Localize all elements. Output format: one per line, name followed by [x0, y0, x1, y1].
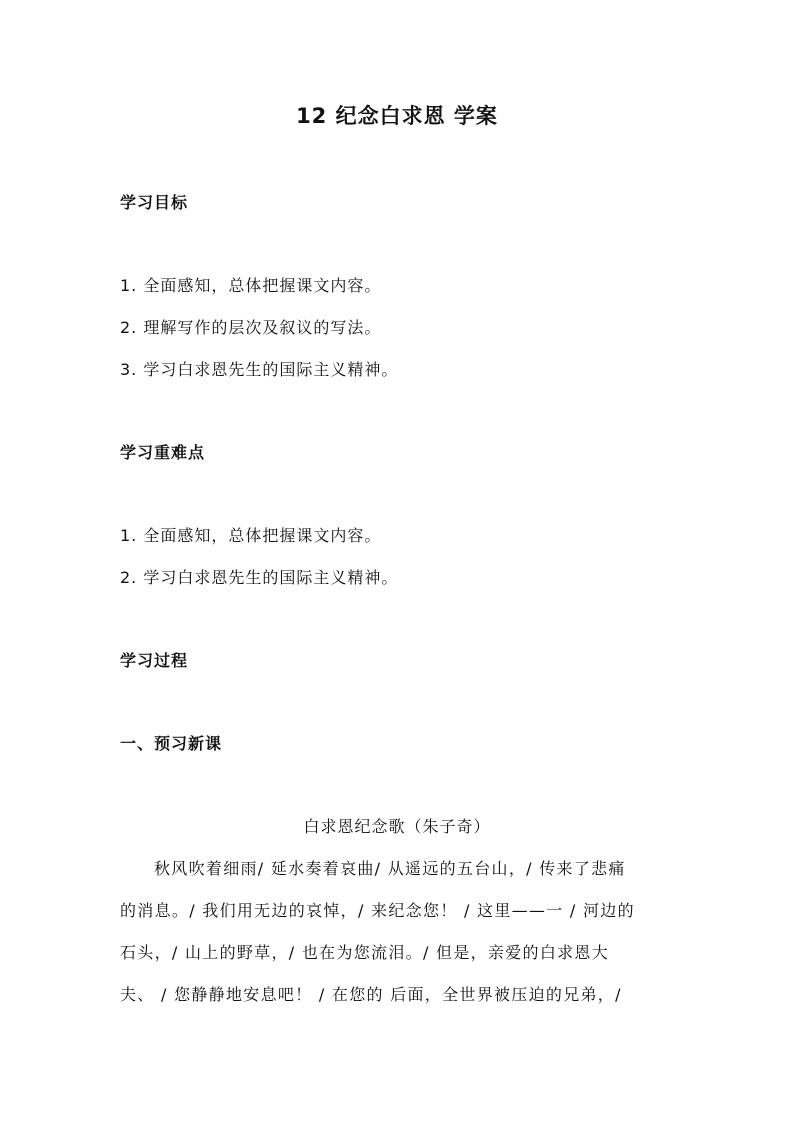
section-heading-process: 学习过程	[120, 651, 189, 670]
key-point-item-1: 1. 全面感知，总体把握课文内容。	[120, 526, 382, 545]
section-heading-goals: 学习目标	[120, 193, 189, 212]
poem-title: 白求恩纪念歌（朱子奇）	[303, 817, 491, 836]
section-heading-key-points: 学习重难点	[120, 443, 206, 462]
poem-line-1: 秋风吹着细雨/ 延水奏着哀曲/ 从遥远的五台山，/ 传来了悲痛	[154, 859, 626, 878]
document-title: 12 纪念白求恩 学案	[296, 104, 498, 128]
poem-line-3: 石头，/ 山上的野草，/ 也在为您流泪。/ 但是，亲爱的白求恩大	[120, 943, 610, 962]
section-heading-preview: 一、预习新课	[120, 734, 223, 753]
poem-line-4: 夫、 / 您静静地安息吧！ / 在您的 后面，全世界被压迫的兄弟，/	[120, 985, 622, 1004]
poem-line-2: 的消息。/ 我们用无边的哀悼，/ 来纪念您！ / 这里——一 / 河边的	[120, 901, 635, 920]
goal-item-3: 3. 学习白求恩先生的国际主义精神。	[120, 360, 399, 379]
goal-item-1: 1. 全面感知，总体把握课文内容。	[120, 276, 382, 295]
goal-item-2: 2. 理解写作的层次及叙议的写法。	[120, 318, 382, 337]
key-point-item-2: 2. 学习白求恩先生的国际主义精神。	[120, 568, 399, 587]
